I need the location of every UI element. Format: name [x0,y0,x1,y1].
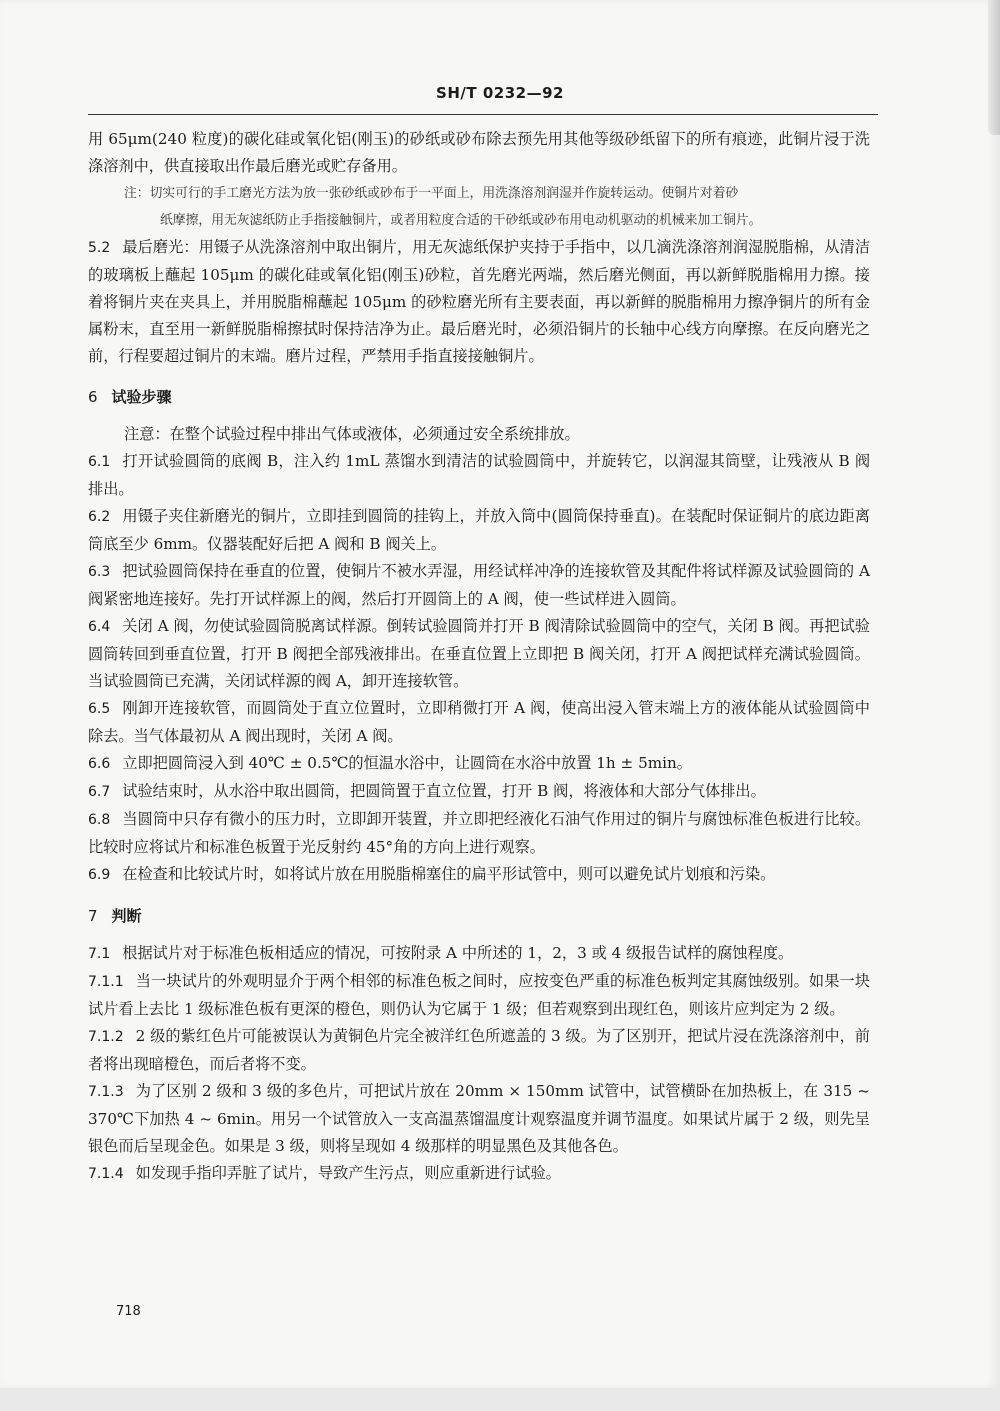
clause-6-7 [88,778,870,806]
clause-number: 6.1 [88,454,111,470]
note-line-1: 注：切实可行的手工磨光方法为放一张砂纸或砂布于一平面上，用洗涤溶剂润湿并作旋转运动。使铜片对着砂 [124,186,739,201]
clause-6-1 [88,448,870,503]
clause-number: 6.3 [88,564,111,580]
clause-7-1-3 [88,1078,870,1160]
clause-text: 把试验圆筒保持在垂直的位置，使铜片不被水弄湿，用经试样冲净的连接软管及其配件将试样源及试验圆筒的 A 阀紧密地连接好。先打开试样源上的阀，然后打开圆筒上的 A 阀，使一些试样进入圆筒。 [88,562,870,608]
clause-text: 当圆筒中只存有微小的压力时，立即卸开装置，并立即把经液化石油气作用过的铜片与腐蚀标准色板进行比较。比较时应将试片和标准色板置于光反射约 45°角的方向上进行观察。 [88,810,870,856]
note-line-2: 纸摩擦，用无灰滤纸防止手指接触铜片，或者用粒度合适的干砂纸或砂布用电动机驱动的机械来加工铜片。 [160,213,762,228]
clause-text: 如发现手指印弄脏了试片，导致产生污点，则应重新进行试验。 [135,1164,561,1182]
clause-7-1-1 [88,968,870,1023]
clause-number: 6.5 [88,701,111,717]
clause-number: 6.7 [88,784,111,800]
section-number: 7 [88,907,98,925]
clause-number: 6.8 [88,812,111,828]
clause-7-1 [88,940,870,968]
clause-text: 用镊子夹住新磨光的铜片，立即挂到圆筒的挂钩上，并放入筒中(圆筒保持垂直)。在装配时保证铜片的底边距离筒底至少 6mm。仪器装配好后把 A 阀和 B 阀关上。 [88,507,870,553]
clause-number: 6.2 [88,509,111,525]
clause-6-4 [88,613,870,695]
clause-5-2 [88,234,870,370]
clause-text: 为了区别 2 级和 3 级的多色片，可把试片放在 20mm × 150mm 试管中，试管横卧在加热板上，在 315 ~ 370℃下加热 4 ~ 6min。用另一个试管放入一支高温蒸馏温度计观察温度并调节温度。如果试片属于 2 级，则先呈银色而后呈现金色。如果是 3 级，则将呈现如 4 级那样的明显黑色及其他各色。 [88,1082,870,1155]
clause-text: 打开试验圆筒的底阀 B，注入约 1mL 蒸馏水到清洁的试验圆筒中，并旋转它，以润湿其筒壁，让残液从 B 阀排出。 [88,452,870,498]
page-number: 718 [116,1304,141,1319]
clause-number: 7.1.2 [88,1029,124,1045]
clause-number: 7.1.4 [88,1166,124,1182]
clause-number: 5.2 [88,240,111,256]
clause-text: 刚卸开连接软管，而圆筒处于直立位置时，立即稍微打开 A 阀，使高出浸入管末端上方的液体能从试验圆筒中除去。当气体最初从 A 阀出现时，关闭 A 阀。 [88,699,870,745]
section-title: 试验步骤 [111,388,172,406]
standard-number-header: SH/T 0232—92 [436,84,564,102]
safety-warning: 注意：在整个试验过程中排出气体或液体，必须通过安全系统排放。 [124,425,580,443]
clause-6-6 [88,750,870,778]
clause-text: 立即把圆筒浸入到 40℃ ± 0.5℃的恒温水浴中，让圆筒在水浴中放置 1h ± 5min。 [122,754,692,772]
viewer-bottom-bar [0,1388,1000,1411]
clause-6-3 [88,558,870,613]
clause-text: 最后磨光：用镊子从洗涤溶剂中取出铜片，用无灰滤纸保护夹持于手指中，以几滴洗涤溶剂润湿脱脂棉，从清洁的玻璃板上蘸起 105μm 的碳化硅或氧化铝(刚玉)砂粒，首先磨光两端，然后磨光侧面，再以新鲜脱脂棉用力擦。接着将铜片夹在夹具上，并用脱脂棉蘸起 105μm 的砂粒磨光所有主要表面，再以新鲜的脱脂棉用力擦净铜片的所有金属粉末，直至用一新鲜脱脂棉擦拭时保持洁净为止。最后磨光时，必须沿铜片的长轴中心线方向摩擦。在反向磨光之前，行程要超过铜片的末端。磨片过程，严禁用手指直接接触铜片。 [88,238,870,365]
clause-6-8 [88,806,870,861]
clause-text: 根据试片对于标准色板相适应的情况，可按附录 A 中所述的 1，2，3 或 4 级报告试样的腐蚀程度。 [122,944,794,962]
intro-paragraph: 用 65μm(240 粒度)的碳化硅或氧化铝(刚玉)的砂纸或砂布除去预先用其他等级砂纸留下的所有痕迹，此铜片浸于洗涤溶剂中，供直接取出作最后磨光或贮存备用。 [88,130,870,175]
clause-7-1-4 [88,1160,870,1188]
clause-6-5 [88,695,870,750]
clause-6-9 [88,861,870,889]
clause-number: 7.1.1 [88,974,124,990]
clause-7-1-2 [88,1023,870,1078]
clause-number: 7.1.3 [88,1084,124,1100]
clause-number: 7.1 [88,946,111,962]
clause-text: 试验结束时，从水浴中取出圆筒，把圆筒置于直立位置，打开 B 阀，将液体和大部分气体排出。 [122,782,766,800]
clause-text: 当一块试片的外观明显介于两个相邻的标准色板之间时，应按变色严重的标准色板判定其腐蚀级别。如果一块试片看上去比 1 级标准色板有更深的橙色，则仍认为它属于 1 级；但若观察到出现红色，则该片应判定为 2 级。 [88,972,870,1018]
clause-text: 在检查和比较试片时，如将试片放在用脱脂棉塞住的扁平形试管中，则可以避免试片划痕和污染。 [122,865,776,883]
section-number: 6 [88,388,98,406]
clause-number: 6.9 [88,867,111,883]
section-heading-6 [88,384,870,411]
clause-number: 6.6 [88,756,111,772]
header-divider [88,114,878,115]
clause-number: 6.4 [88,619,111,635]
document-body [88,126,870,1188]
clause-text: 2 级的紫红色片可能被误认为黄铜色片完全被洋红色所遮盖的 3 级。为了区别开，把试片浸在洗涤溶剂中，前者将出现暗橙色，而后者将不变。 [88,1027,870,1073]
clause-6-2 [88,503,870,558]
section-title: 判断 [111,907,142,925]
section-heading-7 [88,903,870,930]
page-curl-edge [988,0,1000,135]
clause-text: 关闭 A 阀，勿使试验圆筒脱离试样源。倒转试验圆筒并打开 B 阀清除试验圆筒中的空气，关闭 B 阀。再把试验圆筒转回到垂直位置，打开 B 阀把全部残液排出。在垂直位置上立即把 B 阀关闭，打开 A 阀把试样充满试验圆筒。当试验圆筒已充满，关闭试样源的阀 A，卸开连接软管。 [88,617,870,690]
